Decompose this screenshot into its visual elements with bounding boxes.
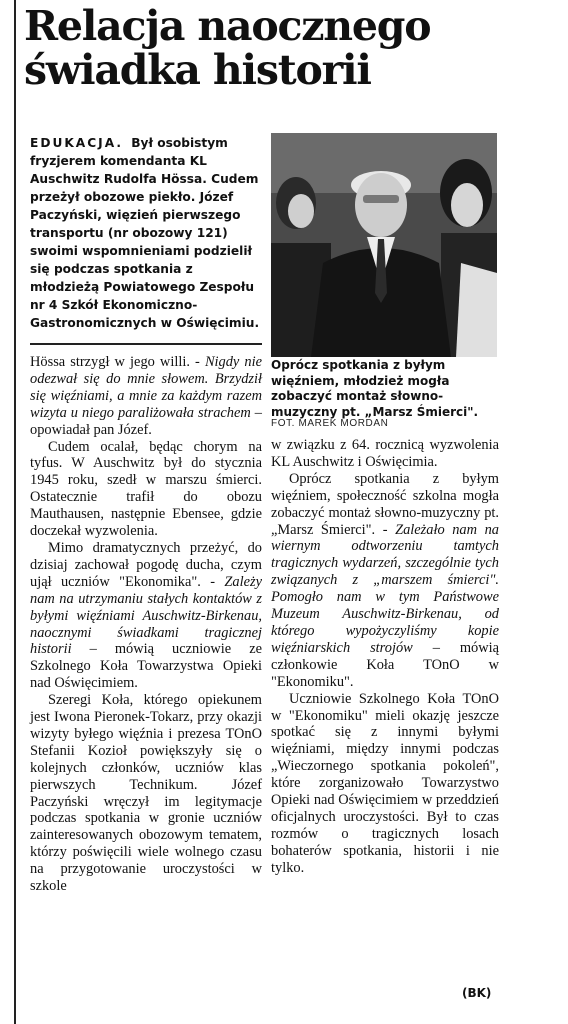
author-signature: (BK) — [462, 986, 492, 1000]
paragraph: Uczniowie Szkolnego Koła TOnO w "Ekonomiku" mieli okazję jeszcze spotkać się z innymi byłymi więźniami, między innymi podczas „Wieczornego spotkania pokoleń", które zorganizowało Towarzystwo Opieki nad Oświęcimiem w przeddzień oficjalnych uroczystości. Był to czas rozmów o tragicznych losach bohaterów spotkania, historii i nie tylko. — [271, 690, 499, 876]
left-border-rule — [14, 0, 16, 1024]
paragraph-text: Mimo dramatycznych przeżyć, do dzisiaj zachował pogodę ducha, czym ujął uczniów "Ekonomika". - — [30, 539, 262, 590]
quote-text: Nigdy nie odezwał się do mnie słowem. Brzydził się więźniami, a mnie za każdym razem wizyta u niego paraliżowała strachem — [30, 354, 262, 421]
section-kicker: EDUKACJA. — [30, 136, 123, 150]
paragraph — [271, 471, 499, 691]
paragraph: w związku z 64. rocznicą wyzwolenia KL Auschwitz i Oświęcimia. — [271, 437, 499, 470]
photo-credit: FOT. MAREK MORDAN — [271, 418, 389, 429]
paragraph: Szeregi Koła, którego opiekunem jest Iwona Pieronek-Tokarz, przy okazji wizyty byłego więźnia i prezesa TOnO Stefanii Kozioł powiększyły się o kolejnych członków, uczniów klas pierwszych Technikum. Józef Paczyński wręczył im legitymacje podczas spotkania w gronie uczniów zainteresowanych obozowym tematem, którzy poświęcili wiele wolnego czasu na przygotowanie uroczystości w szkole — [30, 692, 262, 895]
headline — [24, 4, 544, 92]
paragraph-text: Oprócz spotkania z byłym więźniem, społeczność szkolna mogła zobaczyć montaż słowno-muzyczny pt. „Marsz Śmierci". - — [271, 470, 499, 538]
article-column-2 — [271, 437, 499, 877]
paragraph-text: Hössa strzygł w jego willi. - — [30, 354, 205, 370]
quote-text: Zależy nam na utrzymaniu stałych kontaktów z byłymi więźniami Auschwitz-Birkenau, naocznymi świadkami tragicznej historii — [30, 573, 262, 658]
lead-divider — [30, 343, 262, 345]
lead-paragraph — [30, 134, 262, 332]
paragraph — [30, 354, 262, 439]
paragraph — [30, 540, 262, 692]
lead-text: Był osobistym fryzjerem komendanta KL Auschwitz Rudolfa Hössa. Cudem przeżył obozowe piekło. Józef Paczyński, więzień pierwszego transportu (nr obozowy 121) swoimi wspomnieniami podzielił się podczas spotkania z młodzieżą Powiatowego Zespołu nr 4 Szkół Ekonomiczno-Gastronomicznych w Oświęcimiu. — [30, 136, 260, 330]
photo-caption: Oprócz spotkania z byłym więźniem, młodzież mogła zobaczyć montaż słowno-muzyczny pt. „Marsz Śmierci". — [271, 358, 479, 419]
headline-line-2: świadka historii — [24, 46, 371, 94]
article-column-1 — [30, 354, 262, 895]
photo-portrait-icon — [271, 133, 497, 357]
headline-line-1: Relacja naocznego — [24, 2, 431, 50]
paragraph-text: – mówią uczniowie ze Szkolnego Koła Towarzystwa Opieki nad Oświęcimiem. — [30, 641, 262, 692]
paragraph-text: – mówią członkowie Koła TOnO w "Ekonomiku". — [271, 639, 499, 690]
paragraph: Cudem ocalał, będąc chorym na tyfus. W Auschwitz był do stycznia 1945 roku, szedł w marszu śmierci. Ostatecznie trafił do obozu Mauthausen, następnie Ebensee, gdzie doczekał wyzwolenia. — [30, 438, 262, 540]
paragraph-text: – opowiadał pan Józef. — [30, 404, 263, 438]
article-photo — [271, 133, 497, 357]
quote-text: Zależało nam na wiernym odtworzeniu tamtych tragicznych wydarzeń, szczególnie tych związanych z „marszem śmierci". Pomogło nam w tym Państwowe Muzeum Auschwitz-Birkenau, od którego wypożyczyliśmy kopie więźniarskich strojów — [271, 521, 499, 656]
